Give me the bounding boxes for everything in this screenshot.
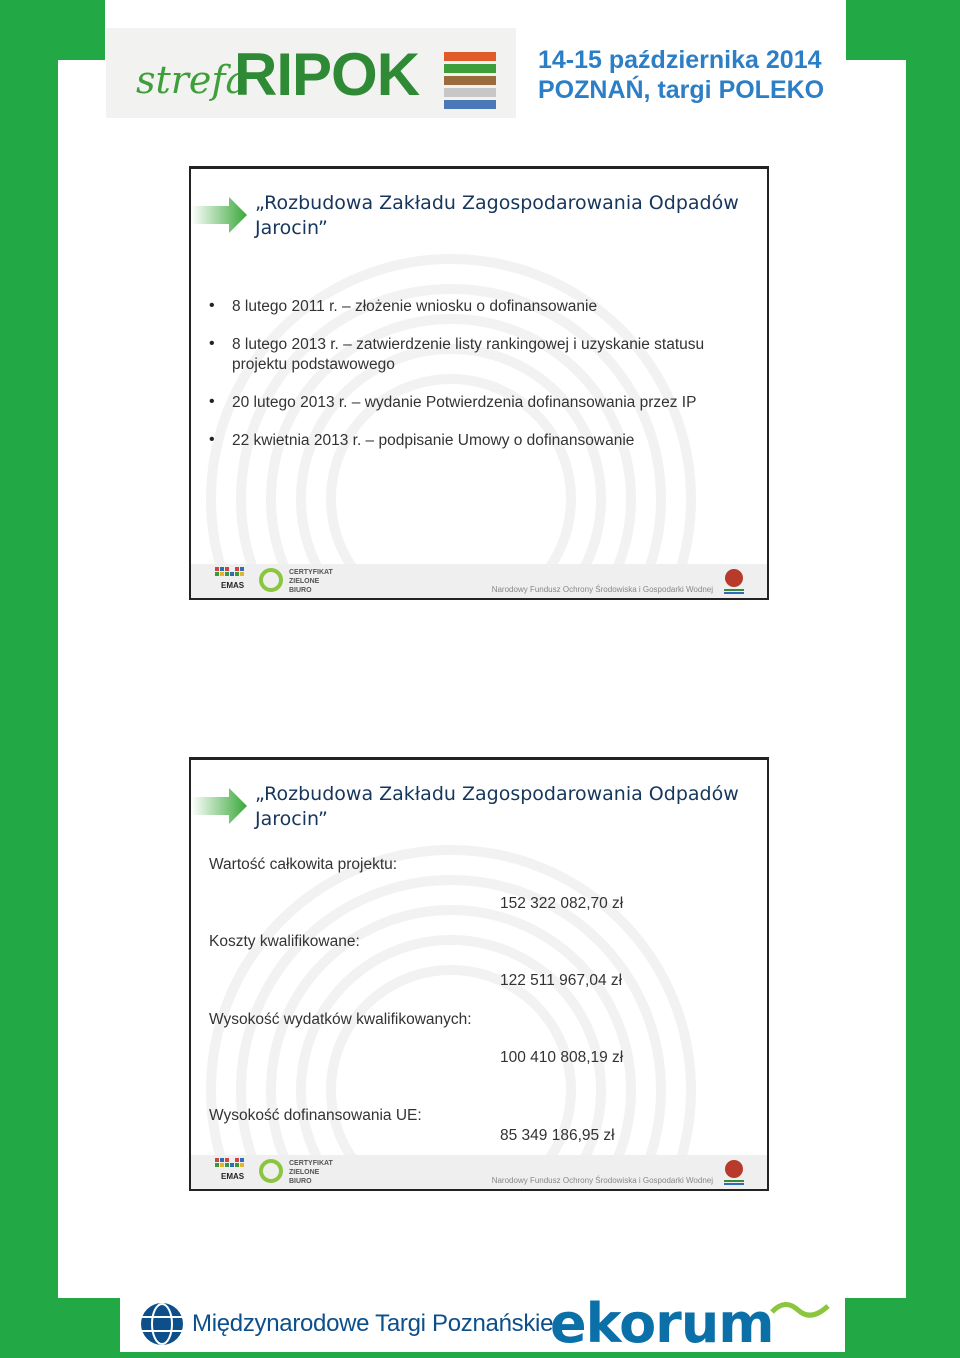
total-value-label: Wartość całkowita projektu: xyxy=(209,856,398,873)
nfos-caption: Narodowy Fundusz Ochrony Środowiska i Gospodarki Wodnej xyxy=(491,1176,713,1185)
zielone-biuro-text: CERTYFIKAT ZIELONE BIURO xyxy=(289,1160,333,1185)
event-date-place xyxy=(538,45,838,105)
slide-title-line2: Jarocin” xyxy=(255,808,328,830)
event-place: POZNAŃ, targi POLEKO xyxy=(538,76,825,104)
mtp-name: Międzynarodowe Targi Poznańskie xyxy=(192,1310,554,1337)
title-arrow-icon xyxy=(191,788,247,824)
list-item: • 20 lutego 2013 r. – wydanie Potwierdzenia dofinansowania przez IP xyxy=(209,393,749,413)
slide-footer xyxy=(191,1155,767,1189)
slide-title xyxy=(255,782,755,832)
total-value-amount: 152 322 082,70 zł xyxy=(500,895,624,912)
event-date: 14-15 października 2014 xyxy=(538,46,822,74)
slide-title xyxy=(255,191,755,241)
mtp-globe-icon xyxy=(140,1302,184,1346)
emas-label: EMAS xyxy=(221,1172,245,1181)
slide-title-line1: „Rozbudowa Zakładu Zagospodarowania Odpadów xyxy=(255,192,739,214)
ekorum-logo: ekorum xyxy=(550,1292,774,1355)
zielone-biuro-icon xyxy=(259,568,283,592)
zielone-biuro-text: CERTYFIKAT ZIELONE BIURO xyxy=(289,569,333,594)
nfos-logo-icon xyxy=(723,1159,745,1185)
slide-timeline xyxy=(189,166,769,600)
slide-title-line2: Jarocin” xyxy=(255,217,328,239)
frame-left-white-gap xyxy=(58,60,105,1298)
eu-funding-amount: 85 349 186,95 zł xyxy=(500,1127,615,1144)
logo-ripok-text: RIPOK xyxy=(234,41,420,108)
list-item: • 22 kwietnia 2013 r. – podpisanie Umowy o dofinansowanie xyxy=(209,431,749,451)
nfos-logo-icon xyxy=(723,568,745,594)
title-arrow-icon xyxy=(191,197,247,233)
eligible-costs-label: Koszty kwalifikowane: xyxy=(209,933,360,950)
slide-title-line1: „Rozbudowa Zakładu Zagospodarowania Odpadów xyxy=(255,783,739,805)
eu-funding-label: Wysokość dofinansowania UE: xyxy=(209,1107,422,1124)
slide-footer xyxy=(191,564,767,598)
emas-label: EMAS xyxy=(221,581,245,590)
list-item: • 8 lutego 2013 r. – zatwierdzenie listy rankingowej i uzyskanie statusu projektu podstawowego xyxy=(209,335,749,375)
zielone-biuro-icon xyxy=(259,1159,283,1183)
strefa-ripok-logo xyxy=(106,28,516,118)
logo-color-bars xyxy=(444,52,496,112)
slide-project-value xyxy=(189,757,769,1191)
timeline-list xyxy=(209,297,749,469)
eligible-expenses-label: Wysokość wydatków kwalifikowanych: xyxy=(209,1011,472,1028)
frame-right-white-gap xyxy=(846,60,906,1298)
eligible-costs-amount: 122 511 967,04 zł xyxy=(500,972,623,989)
sponsor-band xyxy=(120,1292,845,1355)
ekorum-wave-icon xyxy=(770,1298,830,1318)
eligible-expenses-amount: 100 410 808,19 zł xyxy=(500,1049,624,1066)
logo-strefa-text: strefa xyxy=(136,58,249,102)
nfos-caption: Narodowy Fundusz Ochrony Środowiska i Gospodarki Wodnej xyxy=(491,585,713,594)
list-item: • 8 lutego 2011 r. – złożenie wniosku o dofinansowanie xyxy=(209,297,749,317)
